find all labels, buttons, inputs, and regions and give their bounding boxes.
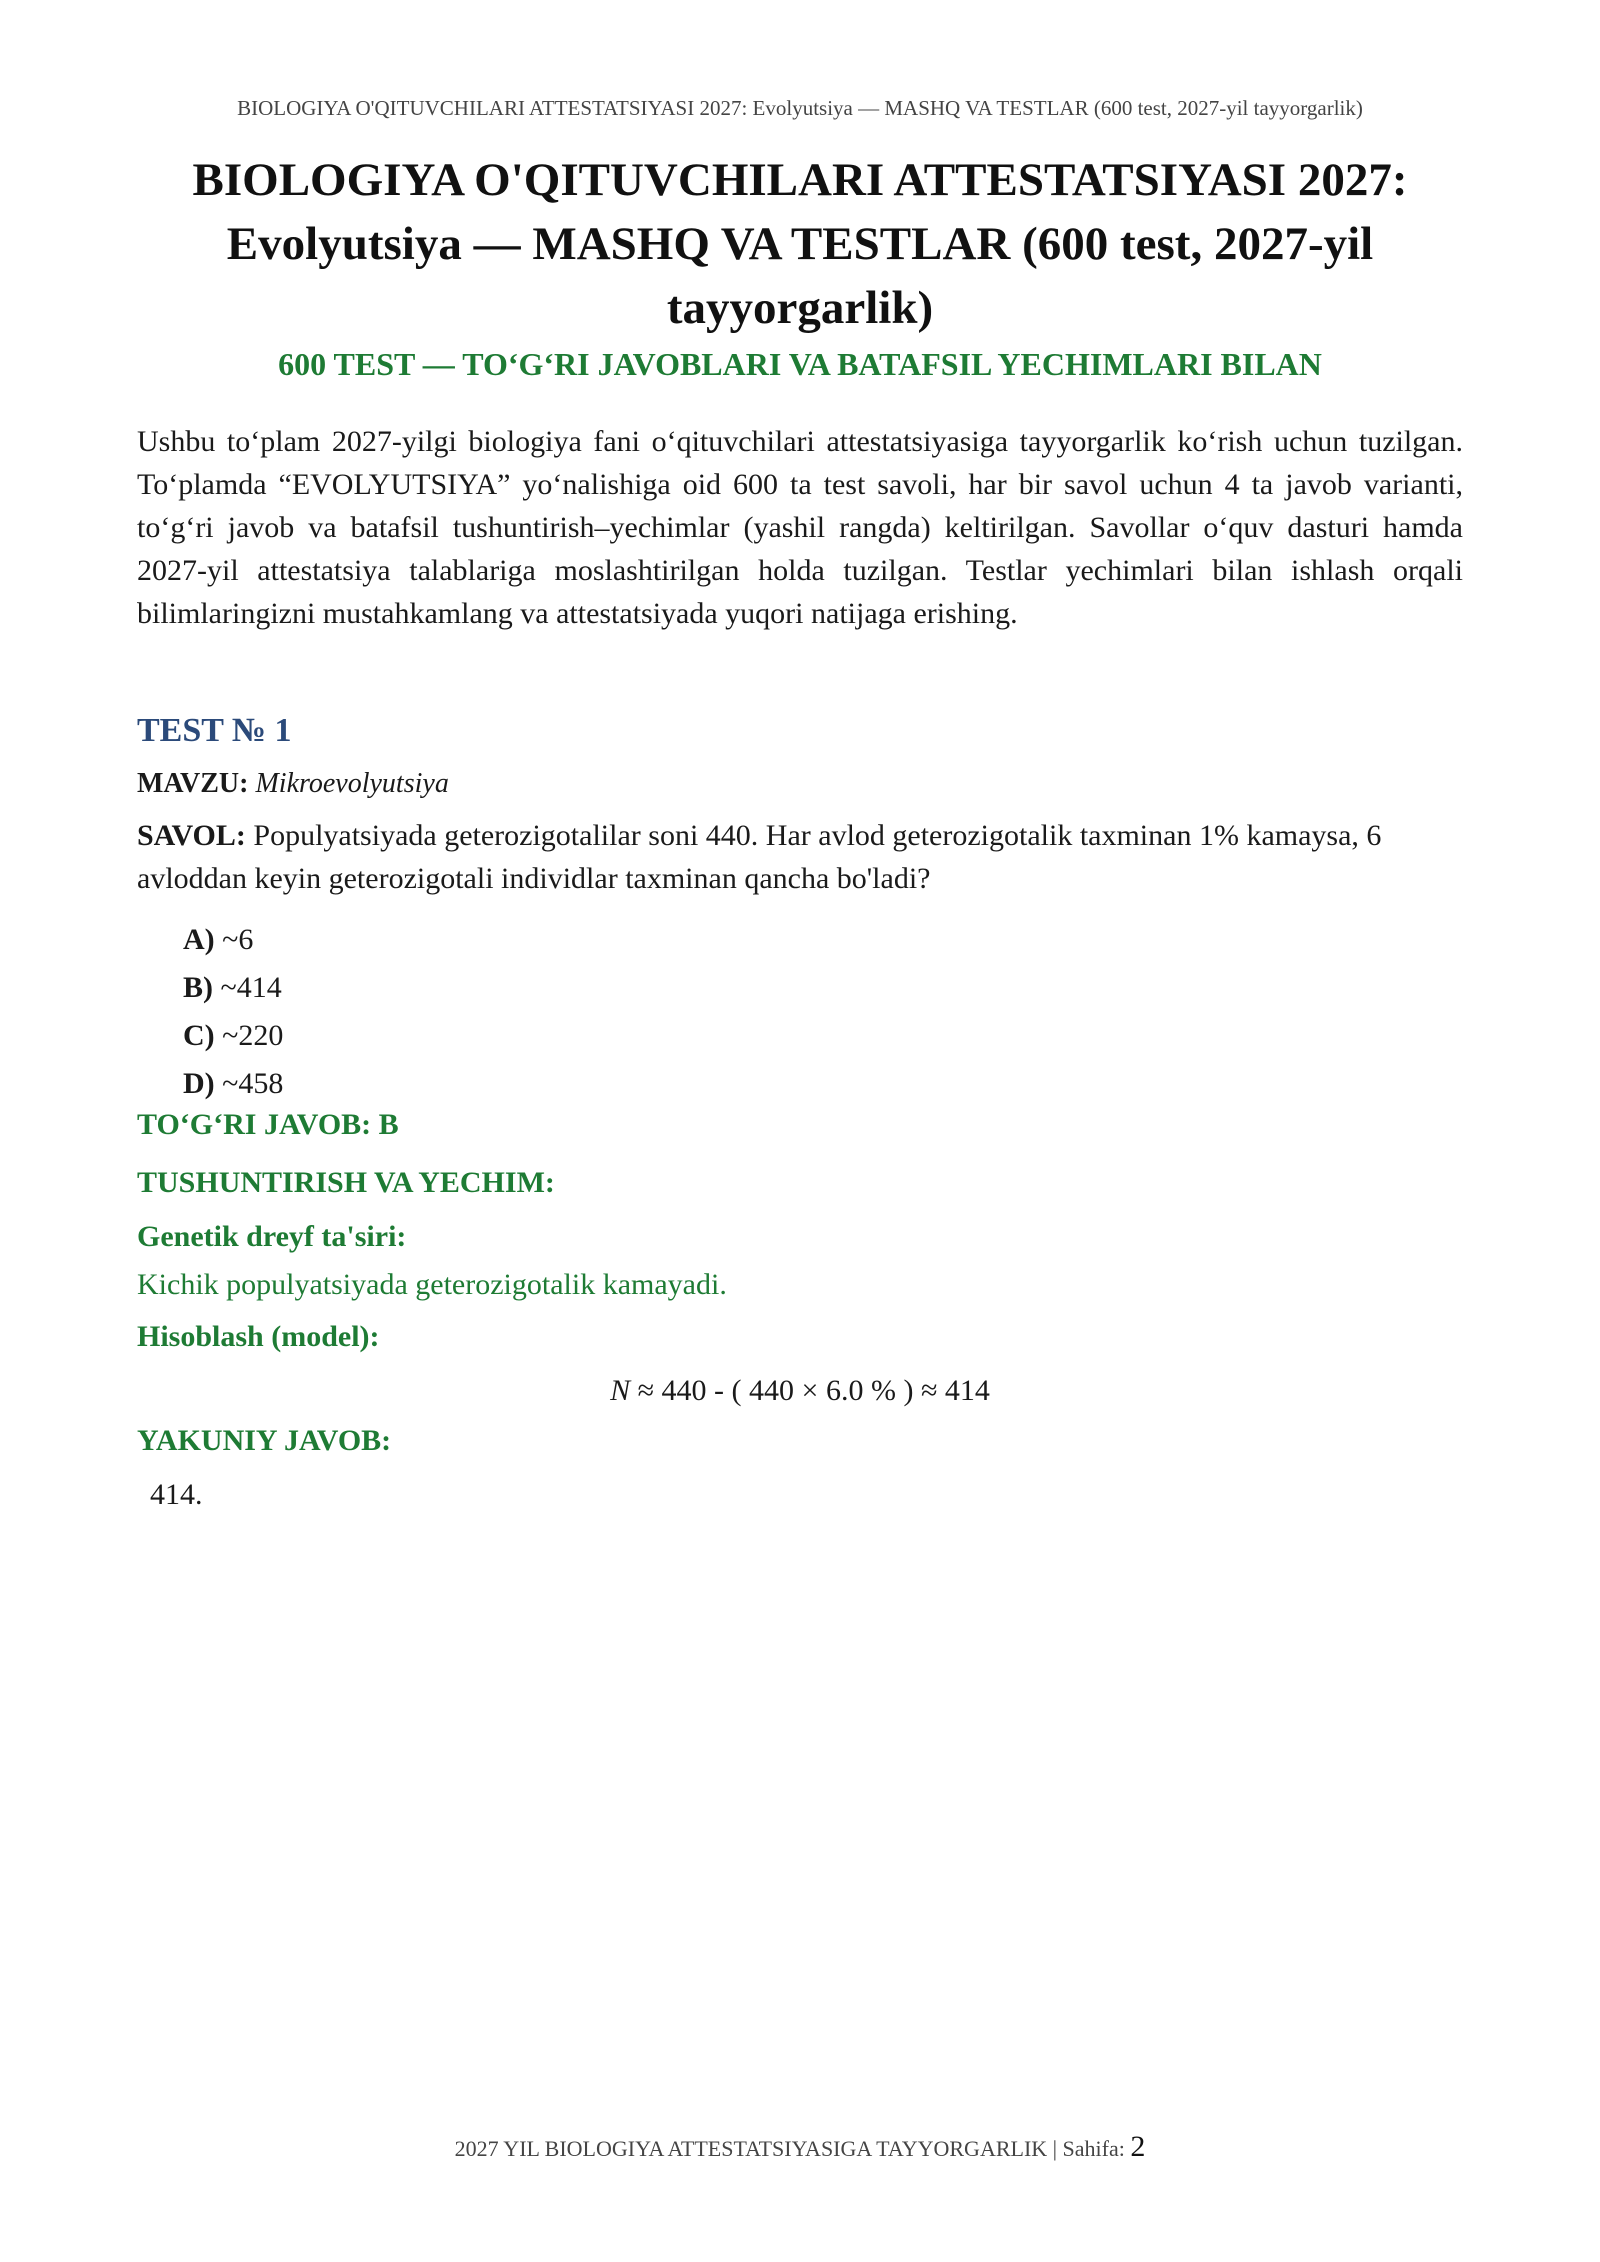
option-text: ~414	[220, 971, 282, 1004]
final-answer-value: 414.	[150, 1478, 203, 1511]
option-letter: D)	[183, 1067, 215, 1100]
drift-heading: Genetik dreyf ta'siri:	[137, 1220, 407, 1253]
answer-options	[183, 916, 283, 1108]
intro-paragraph: Ushbu to‘plam 2027-yilgi biologiya fani o‘qituvchilari attestatsiyasiga tayyorgarlik ko‘rish uchun tuzilgan. To‘plamda “EVOLYUTSIYA” yo‘nalishiga oid 600 ta test savoli, har bir savol uchun 4 ta javob varianti, to‘g‘ri javob va batafsil tushuntirish–yechimlar (yashil rangda) keltirilgan. Savollar o‘quv dasturi hamda 2027-yil attestatsiya talablariga moslashtirilgan holda tuzilgan. Testlar yechimlari bilan ishlash orqali bilimlaringizni mustahkamlang va attestatsiyada yuqori natijaga erishing.	[137, 425, 1463, 630]
option-letter: C)	[183, 1019, 215, 1052]
page-footer	[0, 2130, 1600, 2164]
option-b	[183, 964, 283, 1012]
title-line-2: Evolyutsiya — MASHQ VA TESTLAR (600 test, 2027-yil	[226, 218, 1374, 270]
formula-variable: N	[610, 1374, 631, 1407]
option-text: ~220	[222, 1019, 284, 1052]
topic-label: MAVZU:	[137, 768, 249, 799]
option-a	[183, 916, 283, 964]
option-d	[183, 1060, 283, 1108]
test-heading: TEST № 1	[137, 712, 292, 749]
formula-expression: ≈ 440 - ( 440 × 6.0 % ) ≈ 414	[630, 1374, 990, 1407]
running-header: BIOLOGIYA O'QITUVCHILARI ATTESTATSIYASI 2027: Evolyutsiya — MASHQ VA TESTLAR (600 test, 2027-yil tayyorgarlik)	[237, 96, 1363, 120]
final-answer-heading: YAKUNIY JAVOB:	[137, 1424, 392, 1457]
calculation-formula	[0, 1374, 1600, 1408]
calc-heading: Hisoblash (model):	[137, 1320, 380, 1353]
explanation-heading: TUSHUNTIRISH VA YECHIM:	[137, 1166, 555, 1199]
option-text: ~458	[222, 1067, 284, 1100]
question-text: Populyatsiyada geterozigotalilar soni 440. Har avlod geterozigotalik taxminan 1% kamaysa, 6 avloddan keyin geterozigotali individlar taxminan qancha bo'ladi?	[137, 819, 1382, 895]
option-letter: B)	[183, 971, 213, 1004]
question-block	[137, 814, 1463, 900]
topic-line	[137, 768, 449, 800]
option-letter: A)	[183, 923, 215, 956]
page-number: 2	[1130, 2130, 1146, 2163]
drift-text: Kichik populyatsiyada geterozigotalik kamayadi.	[137, 1268, 727, 1301]
document-title	[120, 148, 1480, 340]
title-line-3: tayyorgarlik)	[666, 282, 934, 334]
document-subtitle: 600 TEST — TO‘G‘RI JAVOBLARI VA BATAFSIL YECHIMLARI BILAN	[278, 346, 1322, 382]
option-c	[183, 1012, 283, 1060]
question-label: SAVOL:	[137, 819, 246, 852]
footer-text: 2027 YIL BIOLOGIYA ATTESTATSIYASIGA TAYYORGARLIK | Sahifa:	[454, 2136, 1125, 2161]
title-line-1: BIOLOGIYA O'QITUVCHILARI ATTESTATSIYASI 2027:	[192, 154, 1408, 206]
correct-answer: TO‘G‘RI JAVOB: B	[137, 1108, 399, 1141]
topic-value: Mikroevolyutsiya	[255, 768, 449, 799]
option-text: ~6	[222, 923, 254, 956]
